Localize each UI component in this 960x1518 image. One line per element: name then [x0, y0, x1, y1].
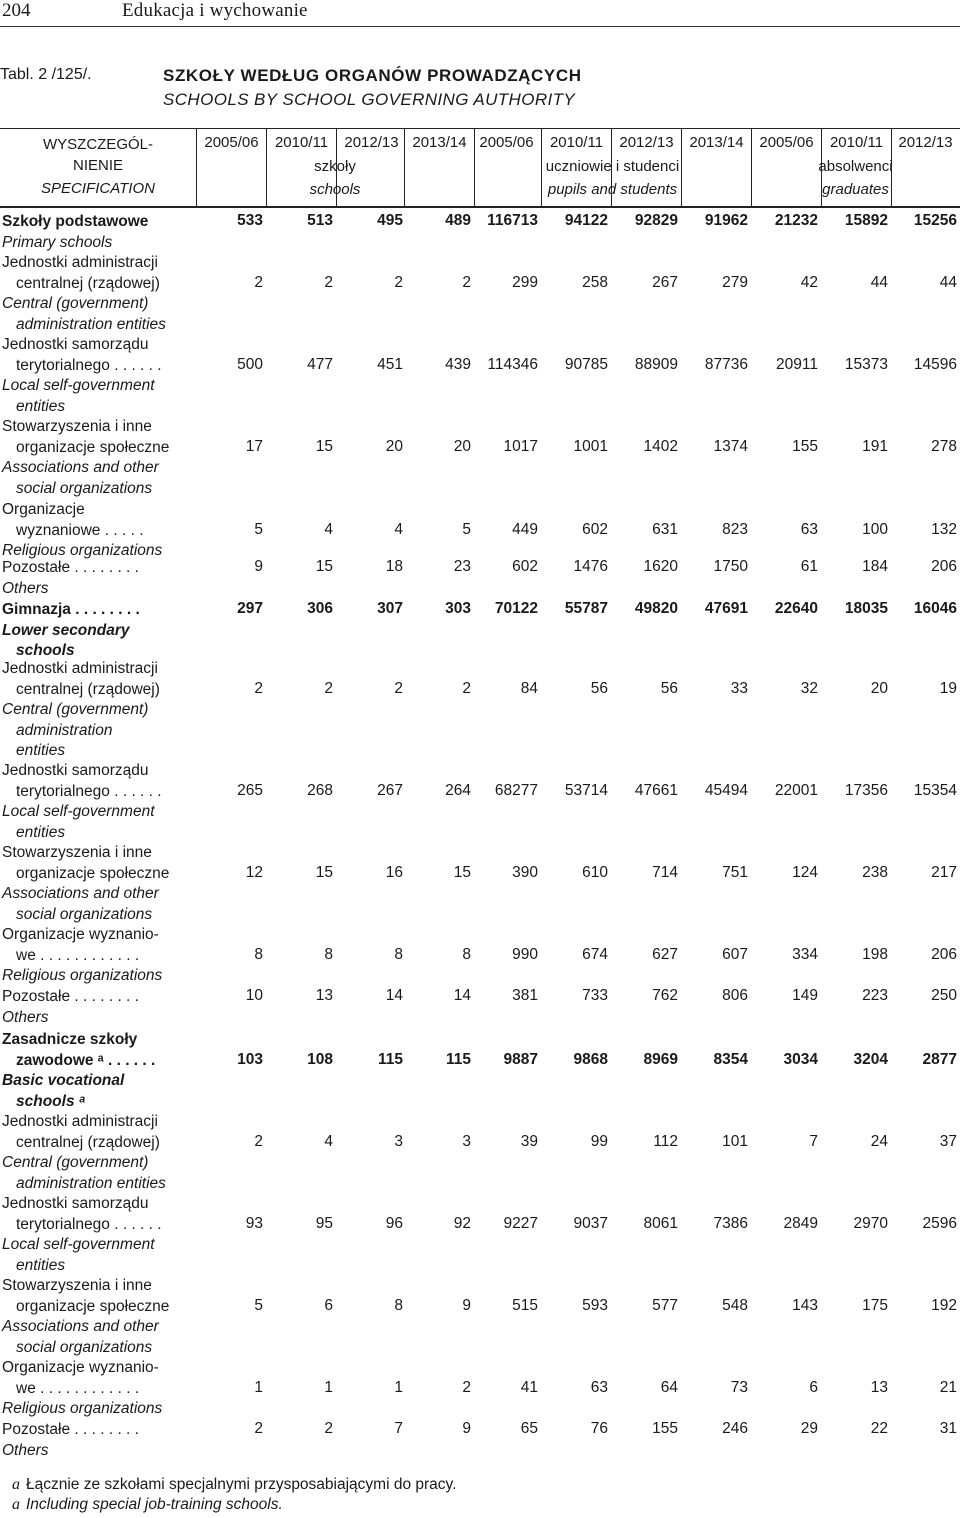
table-cell: 631: [652, 520, 678, 538]
table-cell: 22: [870, 1420, 888, 1437]
table-cell: 306: [307, 600, 333, 617]
table-cell: 112: [653, 1132, 678, 1150]
row-label: Organizacje: [2, 501, 85, 518]
table-cell: 155: [792, 437, 818, 455]
table-cell: 143: [792, 1296, 818, 1314]
table-cell: 73: [730, 1378, 748, 1396]
footnote-en: a Including special job-training schools.: [12, 1496, 283, 1513]
table-cell: 3034: [783, 1050, 818, 1068]
table-cell: 4: [324, 520, 333, 538]
table-cell: 515: [512, 1296, 538, 1314]
table-cell: 2596: [922, 1214, 957, 1232]
table-cell: 1374: [713, 437, 748, 455]
table-cell: 9868: [573, 1050, 608, 1068]
year-header: 2012/13: [344, 134, 399, 151]
table-cell: 8: [462, 945, 471, 963]
table-cell: 2: [394, 273, 403, 291]
table-cell: 21: [939, 1378, 957, 1396]
table-cell: 1476: [573, 558, 608, 575]
table-cell: 149: [792, 987, 818, 1004]
row-label: Organizacje wyznanio-: [2, 1359, 159, 1376]
table-cell: 381: [512, 987, 538, 1004]
table-cell: 124: [792, 863, 818, 881]
row-label: Lower secondary: [2, 621, 130, 639]
table-cell: 96: [385, 1214, 403, 1232]
table-cell: 87736: [704, 355, 748, 373]
row-label: administration: [16, 721, 113, 739]
table-cell: 93: [245, 1214, 263, 1232]
row-label: Others: [2, 1441, 49, 1459]
table-cell: 90785: [564, 355, 608, 373]
table-cell: 20: [385, 437, 403, 455]
table-cell: 3: [462, 1132, 471, 1150]
spec-header-line2: NIENIE: [72, 157, 123, 174]
running-title: Edukacja i wychowanie: [122, 0, 308, 21]
row-label: Others: [2, 1008, 49, 1026]
table-cell: 4: [394, 520, 403, 538]
table-cell: 733: [582, 987, 608, 1004]
row-label: social organizations: [16, 1338, 153, 1356]
row-label: Pozostałe . . . . . . . .: [2, 559, 139, 576]
row-label: Central (government): [2, 1154, 149, 1171]
table-cell: 175: [862, 1296, 888, 1314]
table-cell: 21232: [774, 212, 818, 229]
table-cell: 206: [931, 558, 957, 575]
table-cell: 2849: [783, 1214, 818, 1232]
row-label: Local self-government: [2, 377, 155, 394]
table-cell: 297: [237, 600, 263, 617]
row-label: organizacje społeczne: [16, 438, 170, 456]
table-cell: 94122: [564, 212, 608, 229]
table-cell: 9: [254, 558, 263, 575]
table-cell: 44: [870, 273, 888, 291]
table-cell: 16046: [913, 600, 957, 617]
table-cell: 15: [453, 863, 471, 881]
row-label: Pozostałe . . . . . . . .: [2, 988, 139, 1005]
table-cell: 2: [254, 1132, 263, 1150]
table-cell: 31: [939, 1420, 957, 1437]
header-bottom-rule: [0, 206, 960, 208]
table-cell: 1750: [713, 558, 748, 575]
table-cell: 17: [245, 437, 263, 455]
table-cell: 191: [862, 437, 888, 455]
table-cell: 14: [453, 987, 471, 1004]
row-label: administration entities: [16, 315, 166, 333]
row-label: entities: [16, 742, 66, 759]
table-cell: 192: [931, 1296, 957, 1314]
table-cell: 91962: [704, 212, 748, 229]
table-cell: 92829: [634, 212, 678, 229]
table-cell: 15256: [913, 212, 957, 229]
table-cell: 44: [939, 273, 957, 291]
row-label: Associations and other: [2, 459, 159, 476]
table-cell: 53714: [564, 781, 608, 799]
table-cell: 64: [660, 1378, 678, 1396]
table-cell: 20911: [776, 355, 818, 373]
table-cell: 22640: [774, 600, 818, 617]
row-label: wyznaniowe . . . . .: [16, 521, 144, 539]
row-label: Zasadnicze szkoły: [2, 1031, 138, 1048]
table-cell: 9887: [503, 1050, 538, 1068]
row-label: schools ᵃ: [16, 1092, 85, 1110]
table-cell: 762: [652, 987, 678, 1004]
table-cell: 19: [939, 679, 957, 697]
row-label: we . . . . . . . . . . . .: [16, 1379, 140, 1397]
table-cell: 132: [931, 520, 957, 538]
row-label: Basic vocational: [2, 1072, 125, 1089]
table-cell: 4: [324, 1132, 333, 1150]
table-cell: 2: [462, 679, 471, 697]
table-cell: 1001: [573, 437, 608, 455]
table-cell: 627: [652, 945, 678, 963]
table-cell: 1620: [643, 558, 678, 575]
table-cell: 32: [800, 679, 818, 697]
year-header: 2010/11: [549, 134, 604, 151]
table-cell: 1: [254, 1378, 263, 1396]
table-cell: 250: [931, 987, 957, 1004]
table-cell: 47691: [704, 600, 748, 617]
group-header-en: pupils and students: [547, 181, 678, 198]
table-cell: 1: [324, 1378, 333, 1396]
row-label: Religious organizations: [2, 542, 163, 559]
table-cell: 2: [254, 273, 263, 291]
table-cell: 2: [254, 679, 263, 697]
table-cell: 267: [377, 781, 403, 799]
table-cell: 500: [237, 355, 263, 373]
row-label: social organizations: [16, 905, 153, 923]
table-cell: 39: [520, 1132, 538, 1150]
table-cell: 495: [377, 212, 403, 229]
table-cell: 6: [324, 1296, 333, 1314]
table-cell: 115: [445, 1050, 471, 1068]
row-label: organizacje społeczne: [16, 864, 170, 882]
table-cell: 12: [245, 863, 263, 881]
table-cell: 8: [394, 945, 403, 963]
row-label: Associations and other: [2, 885, 159, 902]
group-header-pl: absolwenci: [818, 158, 893, 175]
table-cell: 714: [652, 863, 678, 881]
table-cell: 45494: [704, 781, 748, 799]
table-cell: 99: [590, 1132, 608, 1150]
table-cell: 238: [862, 863, 888, 881]
table-cell: 18: [385, 558, 403, 575]
row-label: Religious organizations: [2, 967, 163, 984]
table-cell: 7: [809, 1132, 818, 1150]
table-cell: 610: [582, 863, 608, 881]
table-cell: 49820: [634, 600, 678, 617]
table-cell: 61: [800, 558, 818, 575]
table-cell: 63: [800, 520, 818, 538]
table-cell: 278: [931, 437, 957, 455]
row-label: social organizations: [16, 479, 153, 497]
table-cell: 33: [730, 679, 748, 697]
table-cell: 47661: [634, 781, 678, 799]
table-cell: 63: [590, 1378, 608, 1396]
table-cell: 823: [722, 520, 748, 538]
table-cell: 9037: [573, 1214, 608, 1232]
table-cell: 674: [582, 945, 608, 963]
table-cell: 3204: [853, 1050, 888, 1068]
table-cell: 489: [445, 212, 471, 229]
row-label: entities: [16, 397, 66, 415]
table-cell: 13: [315, 987, 333, 1004]
table-cell: 334: [792, 945, 818, 963]
table-cell: 14596: [913, 355, 957, 373]
row-label: Others: [2, 579, 49, 597]
table-cell: 2: [324, 273, 333, 291]
row-label: Jednostki samorządu: [2, 1195, 149, 1212]
table-cell: 16: [385, 863, 403, 881]
row-label: Pozostałe . . . . . . . .: [2, 1421, 139, 1438]
row-label: organizacje społeczne: [16, 1297, 170, 1315]
table-cell: 533: [237, 212, 263, 229]
table-cell: 20: [870, 679, 888, 697]
table-cell: 990: [512, 945, 538, 963]
row-label: administration entities: [16, 1174, 166, 1192]
table-cell: 223: [862, 987, 888, 1004]
spec-header-line1: WYSZCZEGÓL-: [42, 136, 153, 153]
row-label: Central (government): [2, 295, 149, 312]
row-label: zawodowe ᵃ . . . . . .: [16, 1051, 156, 1069]
table-cell: 7: [394, 1420, 403, 1437]
table-cell: 2: [462, 1378, 471, 1396]
table-cell: 1: [394, 1378, 403, 1396]
table-cell: 246: [722, 1420, 748, 1437]
table-cell: 477: [307, 355, 333, 373]
table-cell: 15892: [844, 212, 888, 229]
year-header: 2013/14: [689, 134, 744, 151]
table-cell: 116713: [487, 212, 538, 229]
row-label: Central (government): [2, 701, 149, 718]
row-label: Jednostki administracji: [2, 660, 158, 677]
table-cell: 577: [652, 1296, 678, 1314]
table-cell: 8061: [643, 1214, 678, 1232]
table-cell: 20: [453, 437, 471, 455]
table-cell: 451: [377, 355, 403, 373]
table-cell: 18035: [844, 600, 888, 617]
table-cell: 22001: [774, 781, 818, 799]
table-cell: 2: [394, 679, 403, 697]
table-cell: 41: [520, 1378, 538, 1396]
table-cell: 101: [722, 1132, 748, 1150]
row-label: centralnej (rządowej): [16, 680, 160, 698]
table-cell: 2970: [853, 1214, 888, 1232]
table-cell: 6: [809, 1378, 818, 1396]
table-cell: 607: [722, 945, 748, 963]
table-cell: 9: [462, 1420, 471, 1437]
year-header: 2012/13: [898, 134, 953, 151]
row-label: Organizacje wyznanio-: [2, 926, 159, 943]
row-label: Jednostki samorządu: [2, 336, 149, 353]
table-cell: 184: [862, 558, 888, 575]
group-header-en: schools: [309, 181, 361, 198]
table-cell: 88909: [634, 355, 678, 373]
table-cell: 15: [315, 863, 333, 881]
table-number: Tabl. 2 /125/.: [0, 66, 92, 83]
row-label: Stowarzyszenia i inne: [2, 844, 152, 861]
table-cell: 42: [800, 273, 818, 291]
table-cell: 279: [722, 273, 748, 291]
row-label: Associations and other: [2, 1318, 159, 1335]
table-cell: 2: [254, 1420, 263, 1437]
table-cell: 70122: [494, 600, 538, 617]
table-cell: 55787: [564, 600, 608, 617]
table-cell: 24: [870, 1132, 888, 1150]
row-label: entities: [16, 823, 66, 841]
row-label: we . . . . . . . . . . . .: [16, 946, 140, 964]
row-label: Gimnazja . . . . . . . .: [2, 601, 140, 618]
table-cell: 206: [931, 945, 957, 963]
table-cell: 2: [462, 273, 471, 291]
table-cell: 267: [652, 273, 678, 291]
year-header: 2010/11: [274, 134, 329, 151]
table-cell: 15: [315, 437, 333, 455]
table-cell: 23: [453, 558, 471, 575]
table-cell: 1402: [643, 437, 678, 455]
year-header: 2012/13: [619, 134, 674, 151]
table-cell: 5: [254, 520, 263, 538]
table-cell: 806: [722, 987, 748, 1004]
table-cell: 751: [722, 863, 748, 881]
row-label: centralnej (rządowej): [16, 1133, 160, 1151]
table-cell: 9227: [503, 1214, 538, 1232]
year-header: 2013/14: [412, 134, 467, 151]
table-cell: 8: [254, 945, 263, 963]
table-cell: 439: [445, 355, 471, 373]
table-cell: 449: [512, 520, 538, 538]
row-label: Szkoły podstawowe: [2, 213, 149, 230]
row-label: Jednostki samorządu: [2, 762, 149, 779]
table-cell: 15: [315, 558, 333, 575]
table-cell: 14: [385, 987, 403, 1004]
table-cell: 5: [254, 1296, 263, 1314]
table-cell: 68277: [494, 781, 538, 799]
table-cell: 258: [582, 273, 608, 291]
table-cell: 602: [512, 558, 538, 575]
table-cell: 2: [324, 679, 333, 697]
row-label: Primary schools: [2, 233, 113, 251]
row-label: terytorialnego . . . . . .: [16, 356, 162, 374]
table-cell: 15373: [844, 355, 888, 373]
table-cell: 8: [324, 945, 333, 963]
footnote-pl: a Łącznie ze szkołami specjalnymi przysposabiającymi do pracy.: [12, 1476, 457, 1493]
group-header-pl: uczniowie i studenci: [545, 158, 680, 175]
table-cell: 268: [307, 781, 333, 799]
table-cell: 155: [652, 1420, 678, 1437]
table-cell: 198: [862, 945, 888, 963]
table-cell: 84: [520, 679, 538, 697]
row-label: centralnej (rządowej): [16, 274, 160, 292]
table-title-pl: SZKOŁY WEDŁUG ORGANÓW PROWADZĄCYCH: [163, 66, 582, 85]
table-title-en: SCHOOLS BY SCHOOL GOVERNING AUTHORITY: [163, 90, 576, 109]
row-label: Stowarzyszenia i inne: [2, 418, 152, 435]
group-header-pl: szkoły: [314, 158, 356, 175]
table-cell: 108: [307, 1050, 333, 1068]
table-cell: 56: [590, 679, 608, 697]
page-number: 204: [2, 0, 31, 21]
row-label: Local self-government: [2, 1236, 155, 1253]
table-cell: 602: [582, 520, 608, 538]
table-cell: 307: [377, 600, 403, 617]
table-cell: 3: [394, 1132, 403, 1150]
table-cell: 303: [445, 600, 471, 617]
year-header: 2005/06: [479, 134, 534, 151]
table-cell: 217: [931, 863, 957, 881]
row-label: Stowarzyszenia i inne: [2, 1277, 152, 1294]
row-label: schools: [16, 642, 75, 659]
table-cell: 95: [315, 1214, 333, 1232]
table-cell: 37: [939, 1132, 957, 1150]
table-cell: 548: [722, 1296, 748, 1314]
table-cell: 114346: [487, 355, 538, 373]
row-label: terytorialnego . . . . . .: [16, 782, 162, 800]
table-cell: 2877: [922, 1050, 957, 1068]
table-top-rule: [0, 128, 960, 129]
table-cell: 299: [512, 273, 538, 291]
row-label: Local self-government: [2, 803, 155, 820]
year-header: 2010/11: [829, 134, 884, 151]
table-cell: 265: [237, 781, 263, 799]
table-cell: 1017: [503, 437, 538, 455]
table-cell: 513: [307, 212, 333, 229]
table-cell: 7386: [713, 1214, 748, 1232]
table-cell: 593: [582, 1296, 608, 1314]
table-cell: 29: [800, 1420, 818, 1437]
table-cell: 8969: [643, 1050, 678, 1068]
table-cell: 17356: [844, 781, 888, 799]
row-label: Jednostki administracji: [2, 254, 158, 271]
table-cell: 390: [512, 863, 538, 881]
table-cell: 10: [245, 987, 263, 1004]
table-cell: 76: [590, 1420, 608, 1437]
table-cell: 13: [870, 1378, 888, 1396]
row-label: terytorialnego . . . . . .: [16, 1215, 162, 1233]
table-cell: 264: [445, 781, 471, 799]
table-cell: 2: [324, 1420, 333, 1437]
table-cell: 8: [394, 1296, 403, 1314]
table-cell: 8354: [713, 1050, 748, 1068]
row-label: Jednostki administracji: [2, 1113, 158, 1130]
year-header: 2005/06: [204, 134, 259, 151]
table-cell: 115: [377, 1050, 403, 1068]
table-cell: 5: [462, 520, 471, 538]
row-label: Religious organizations: [2, 1400, 163, 1417]
table-cell: 9: [462, 1296, 471, 1314]
table-cell: 65: [520, 1420, 538, 1437]
table-cell: 56: [660, 679, 678, 697]
group-header-en: graduates: [822, 181, 889, 198]
table-cell: 92: [453, 1214, 471, 1232]
table-cell: 100: [862, 520, 888, 538]
table-cell: 103: [237, 1050, 263, 1068]
spec-header-line3: SPECIFICATION: [41, 180, 155, 197]
row-label: entities: [16, 1256, 66, 1274]
table-cell: 15354: [913, 781, 957, 799]
year-header: 2005/06: [759, 134, 814, 151]
